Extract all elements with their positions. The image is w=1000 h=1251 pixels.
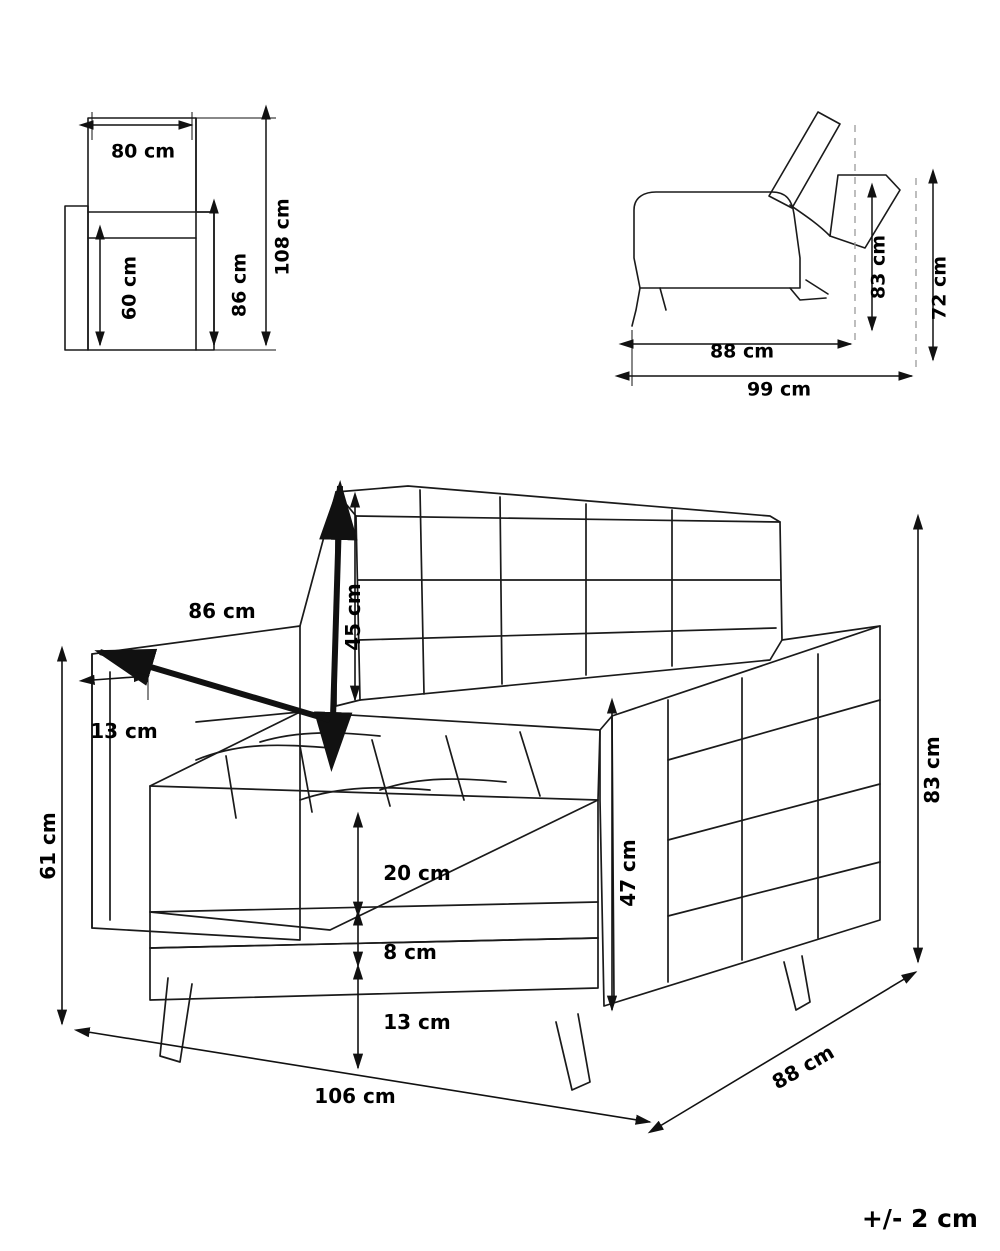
label-front-seat-height: 60 cm	[118, 255, 141, 321]
label-front-width: 80 cm	[110, 140, 176, 163]
label-seat-to-floor: 47 cm	[616, 839, 640, 907]
label-total-depth: 88 cm	[767, 1039, 839, 1095]
label-backrest-height: 45 cm	[341, 583, 365, 651]
tolerance-note: +/- 2 cm	[861, 1204, 978, 1233]
label-armrest-width: 13 cm	[90, 719, 158, 743]
perspective-dimension-lines	[62, 486, 918, 1126]
label-armrest-length: 86 cm	[188, 599, 256, 623]
label-seat-cushion-height: 20 cm	[383, 861, 451, 885]
label-front-total-height: 108 cm	[271, 198, 294, 276]
label-side-reclined-depth: 99 cm	[746, 378, 812, 401]
label-front-back-height: 86 cm	[228, 252, 251, 318]
label-leg-height: 13 cm	[383, 1010, 451, 1034]
label-total-width: 106 cm	[314, 1084, 396, 1108]
side-view-shape	[632, 112, 900, 326]
label-side-depth: 88 cm	[709, 340, 775, 363]
label-total-height: 83 cm	[920, 736, 944, 804]
label-frame-height: 8 cm	[383, 940, 437, 964]
label-arm-height: 61 cm	[36, 812, 60, 880]
label-side-back-height: 83 cm	[867, 234, 890, 300]
perspective-armchair-shape	[92, 486, 880, 1095]
label-side-reclined-height: 72 cm	[928, 255, 951, 321]
